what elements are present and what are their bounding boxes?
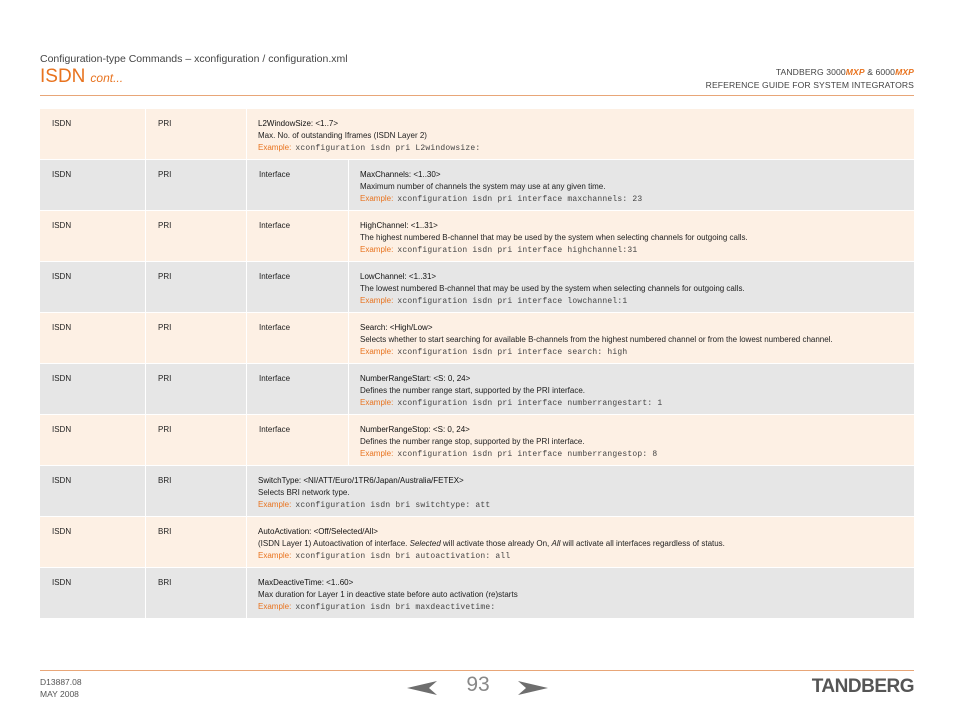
subtype-cell: Interface bbox=[246, 262, 348, 312]
example-label: Example: bbox=[258, 143, 292, 152]
example-label: Example: bbox=[360, 449, 394, 458]
description-cell bbox=[246, 466, 914, 516]
description-cell bbox=[348, 160, 914, 210]
parameter-description: The lowest numbered B-channel that may be used by the system when selecting channels for outgoing calls. bbox=[360, 284, 745, 293]
parameter-description bbox=[258, 538, 914, 550]
example-label: Example: bbox=[258, 602, 292, 611]
example bbox=[258, 601, 914, 614]
example-code: xconfiguration isdn pri interface highchannel:31 bbox=[397, 246, 638, 255]
table-row bbox=[40, 211, 914, 262]
table-row bbox=[40, 568, 914, 619]
type-cell: PRI bbox=[145, 262, 246, 312]
product-amp: & bbox=[867, 67, 874, 77]
parameter-name: SwitchType: <NI/ATT/Euro/1TR6/Japan/Australia/FETEX> bbox=[258, 476, 464, 485]
example-label: Example: bbox=[258, 551, 292, 560]
type-cell: BRI bbox=[145, 568, 246, 618]
description-cell bbox=[348, 415, 914, 465]
title-cont: cont... bbox=[90, 71, 124, 85]
description-cell bbox=[246, 568, 914, 618]
category-cell: ISDN bbox=[52, 527, 72, 536]
desc-part: (ISDN Layer 1) Autoactivation of interface. bbox=[258, 539, 410, 548]
type-cell: PRI bbox=[145, 160, 246, 210]
parameter-description: Maximum number of channels the system may use at any given time. bbox=[360, 182, 606, 191]
product-part2: 6000 bbox=[875, 67, 896, 77]
product-mxp1: MXP bbox=[845, 67, 865, 77]
example-label: Example: bbox=[360, 194, 394, 203]
category-cell: ISDN bbox=[52, 170, 72, 179]
next-page-arrow-icon[interactable] bbox=[518, 681, 548, 695]
parameter-description: Defines the number range stop, supported by the PRI interface. bbox=[360, 437, 585, 446]
example-code: xconfiguration isdn bri switchtype: att bbox=[295, 501, 491, 510]
category-cell: ISDN bbox=[52, 272, 72, 281]
parameter-name: L2WindowSize: <1..7> bbox=[258, 119, 339, 128]
table-row bbox=[40, 313, 914, 364]
example-code: xconfiguration isdn pri L2windowsize: bbox=[295, 144, 481, 153]
subtype-cell: Interface bbox=[246, 313, 348, 363]
category-cell: ISDN bbox=[52, 476, 72, 485]
page-title bbox=[40, 66, 123, 88]
parameter-description: Selects whether to start searching for available B-channels from the highest numbered channel or from the lowest numbered channel. bbox=[360, 335, 833, 344]
table-row bbox=[40, 364, 914, 415]
title-text: ISDN bbox=[40, 66, 86, 87]
table-row bbox=[40, 262, 914, 313]
description-cell bbox=[246, 517, 914, 567]
table-row bbox=[40, 466, 914, 517]
description-cell bbox=[348, 262, 914, 312]
document-date: MAY 2008 bbox=[40, 689, 79, 699]
example-label: Example: bbox=[360, 245, 394, 254]
example bbox=[360, 397, 914, 410]
example bbox=[258, 499, 914, 512]
product-name bbox=[776, 67, 914, 77]
example-code: xconfiguration isdn pri interface numberrangestart: 1 bbox=[397, 399, 663, 408]
page-number: 93 bbox=[466, 673, 490, 696]
description-cell bbox=[348, 364, 914, 414]
example-code: xconfiguration isdn pri interface maxchannels: 23 bbox=[397, 195, 643, 204]
tandberg-logo: TANDBERG bbox=[811, 676, 914, 697]
table-row bbox=[40, 415, 914, 466]
type-cell: PRI bbox=[145, 415, 246, 465]
subtype-cell: Interface bbox=[246, 160, 348, 210]
parameter-name: Search: <High/Low> bbox=[360, 323, 433, 332]
type-cell: PRI bbox=[145, 211, 246, 261]
description-cell bbox=[348, 211, 914, 261]
type-cell: PRI bbox=[145, 364, 246, 414]
example bbox=[360, 193, 914, 206]
parameter-name: NumberRangeStop: <S: 0, 24> bbox=[360, 425, 470, 434]
desc-emphasis: Selected bbox=[409, 539, 441, 548]
example-label: Example: bbox=[360, 296, 394, 305]
parameter-description: Defines the number range start, supported by the PRI interface. bbox=[360, 386, 586, 395]
parameter-name: AutoActivation: <Off/Selected/All> bbox=[258, 527, 378, 536]
example bbox=[258, 142, 914, 155]
document-info bbox=[40, 676, 82, 700]
example-code: xconfiguration isdn pri interface lowchannel:1 bbox=[397, 297, 628, 306]
subtype-cell: Interface bbox=[246, 364, 348, 414]
example-label: Example: bbox=[360, 398, 394, 407]
type-cell: BRI bbox=[145, 517, 246, 567]
type-cell: PRI bbox=[145, 313, 246, 363]
category-cell: ISDN bbox=[52, 425, 72, 434]
example bbox=[360, 295, 914, 308]
example bbox=[360, 346, 914, 359]
example-code: xconfiguration isdn pri interface numberrangestop: 8 bbox=[397, 450, 658, 459]
category-cell: ISDN bbox=[52, 119, 72, 128]
description-cell bbox=[246, 109, 914, 159]
description-cell bbox=[348, 313, 914, 363]
desc-emphasis: All bbox=[551, 539, 561, 548]
page-header bbox=[40, 52, 914, 96]
table-row bbox=[40, 517, 914, 568]
category-cell: ISDN bbox=[52, 323, 72, 332]
parameter-name: HighChannel: <1..31> bbox=[360, 221, 438, 230]
table-row bbox=[40, 160, 914, 211]
parameter-name: MaxChannels: <1..30> bbox=[360, 170, 441, 179]
subtype-cell: Interface bbox=[246, 415, 348, 465]
example-code: xconfiguration isdn pri interface search: high bbox=[397, 348, 628, 357]
category-cell: ISDN bbox=[52, 221, 72, 230]
parameter-name: MaxDeactiveTime: <1..60> bbox=[258, 578, 354, 587]
type-cell: BRI bbox=[145, 466, 246, 516]
subtype-cell: Interface bbox=[246, 211, 348, 261]
example-code: xconfiguration isdn bri autoactivation: all bbox=[295, 552, 511, 561]
example-label: Example: bbox=[258, 500, 292, 509]
example bbox=[258, 550, 914, 563]
previous-page-arrow-icon[interactable] bbox=[407, 681, 437, 695]
config-table bbox=[40, 109, 914, 619]
product-mxp2: MXP bbox=[895, 67, 914, 77]
desc-part: will activate those already On, bbox=[440, 539, 552, 548]
parameter-name: LowChannel: <1..31> bbox=[360, 272, 437, 281]
guide-title: REFERENCE GUIDE FOR SYSTEM INTEGRATORS bbox=[705, 80, 914, 90]
parameter-description: Max. No. of outstanding Iframes (ISDN Layer 2) bbox=[258, 131, 427, 140]
example-code: xconfiguration isdn bri maxdeactivetime: bbox=[295, 603, 496, 612]
parameter-description: Max duration for Layer 1 in deactive state before auto activation (re)starts bbox=[258, 590, 518, 599]
parameter-name: NumberRangeStart: <S: 0, 24> bbox=[360, 374, 471, 383]
parameter-description: The highest numbered B-channel that may be used by the system when selecting channels for outgoing calls. bbox=[360, 233, 748, 242]
example bbox=[360, 244, 914, 257]
document-id: D13887.08 bbox=[40, 677, 82, 687]
footer-divider bbox=[40, 670, 914, 671]
desc-part: will activate all interfaces regardless of status. bbox=[560, 539, 725, 548]
category-cell: ISDN bbox=[52, 374, 72, 383]
product-part1: TANDBERG 3000 bbox=[775, 67, 846, 77]
breadcrumb: Configuration-type Commands – xconfiguration / configuration.xml bbox=[40, 53, 348, 65]
example-label: Example: bbox=[360, 347, 394, 356]
type-cell: PRI bbox=[145, 109, 246, 159]
example bbox=[360, 448, 914, 461]
category-cell: ISDN bbox=[52, 578, 72, 587]
table-row bbox=[40, 109, 914, 160]
parameter-description: Selects BRI network type. bbox=[258, 488, 350, 497]
